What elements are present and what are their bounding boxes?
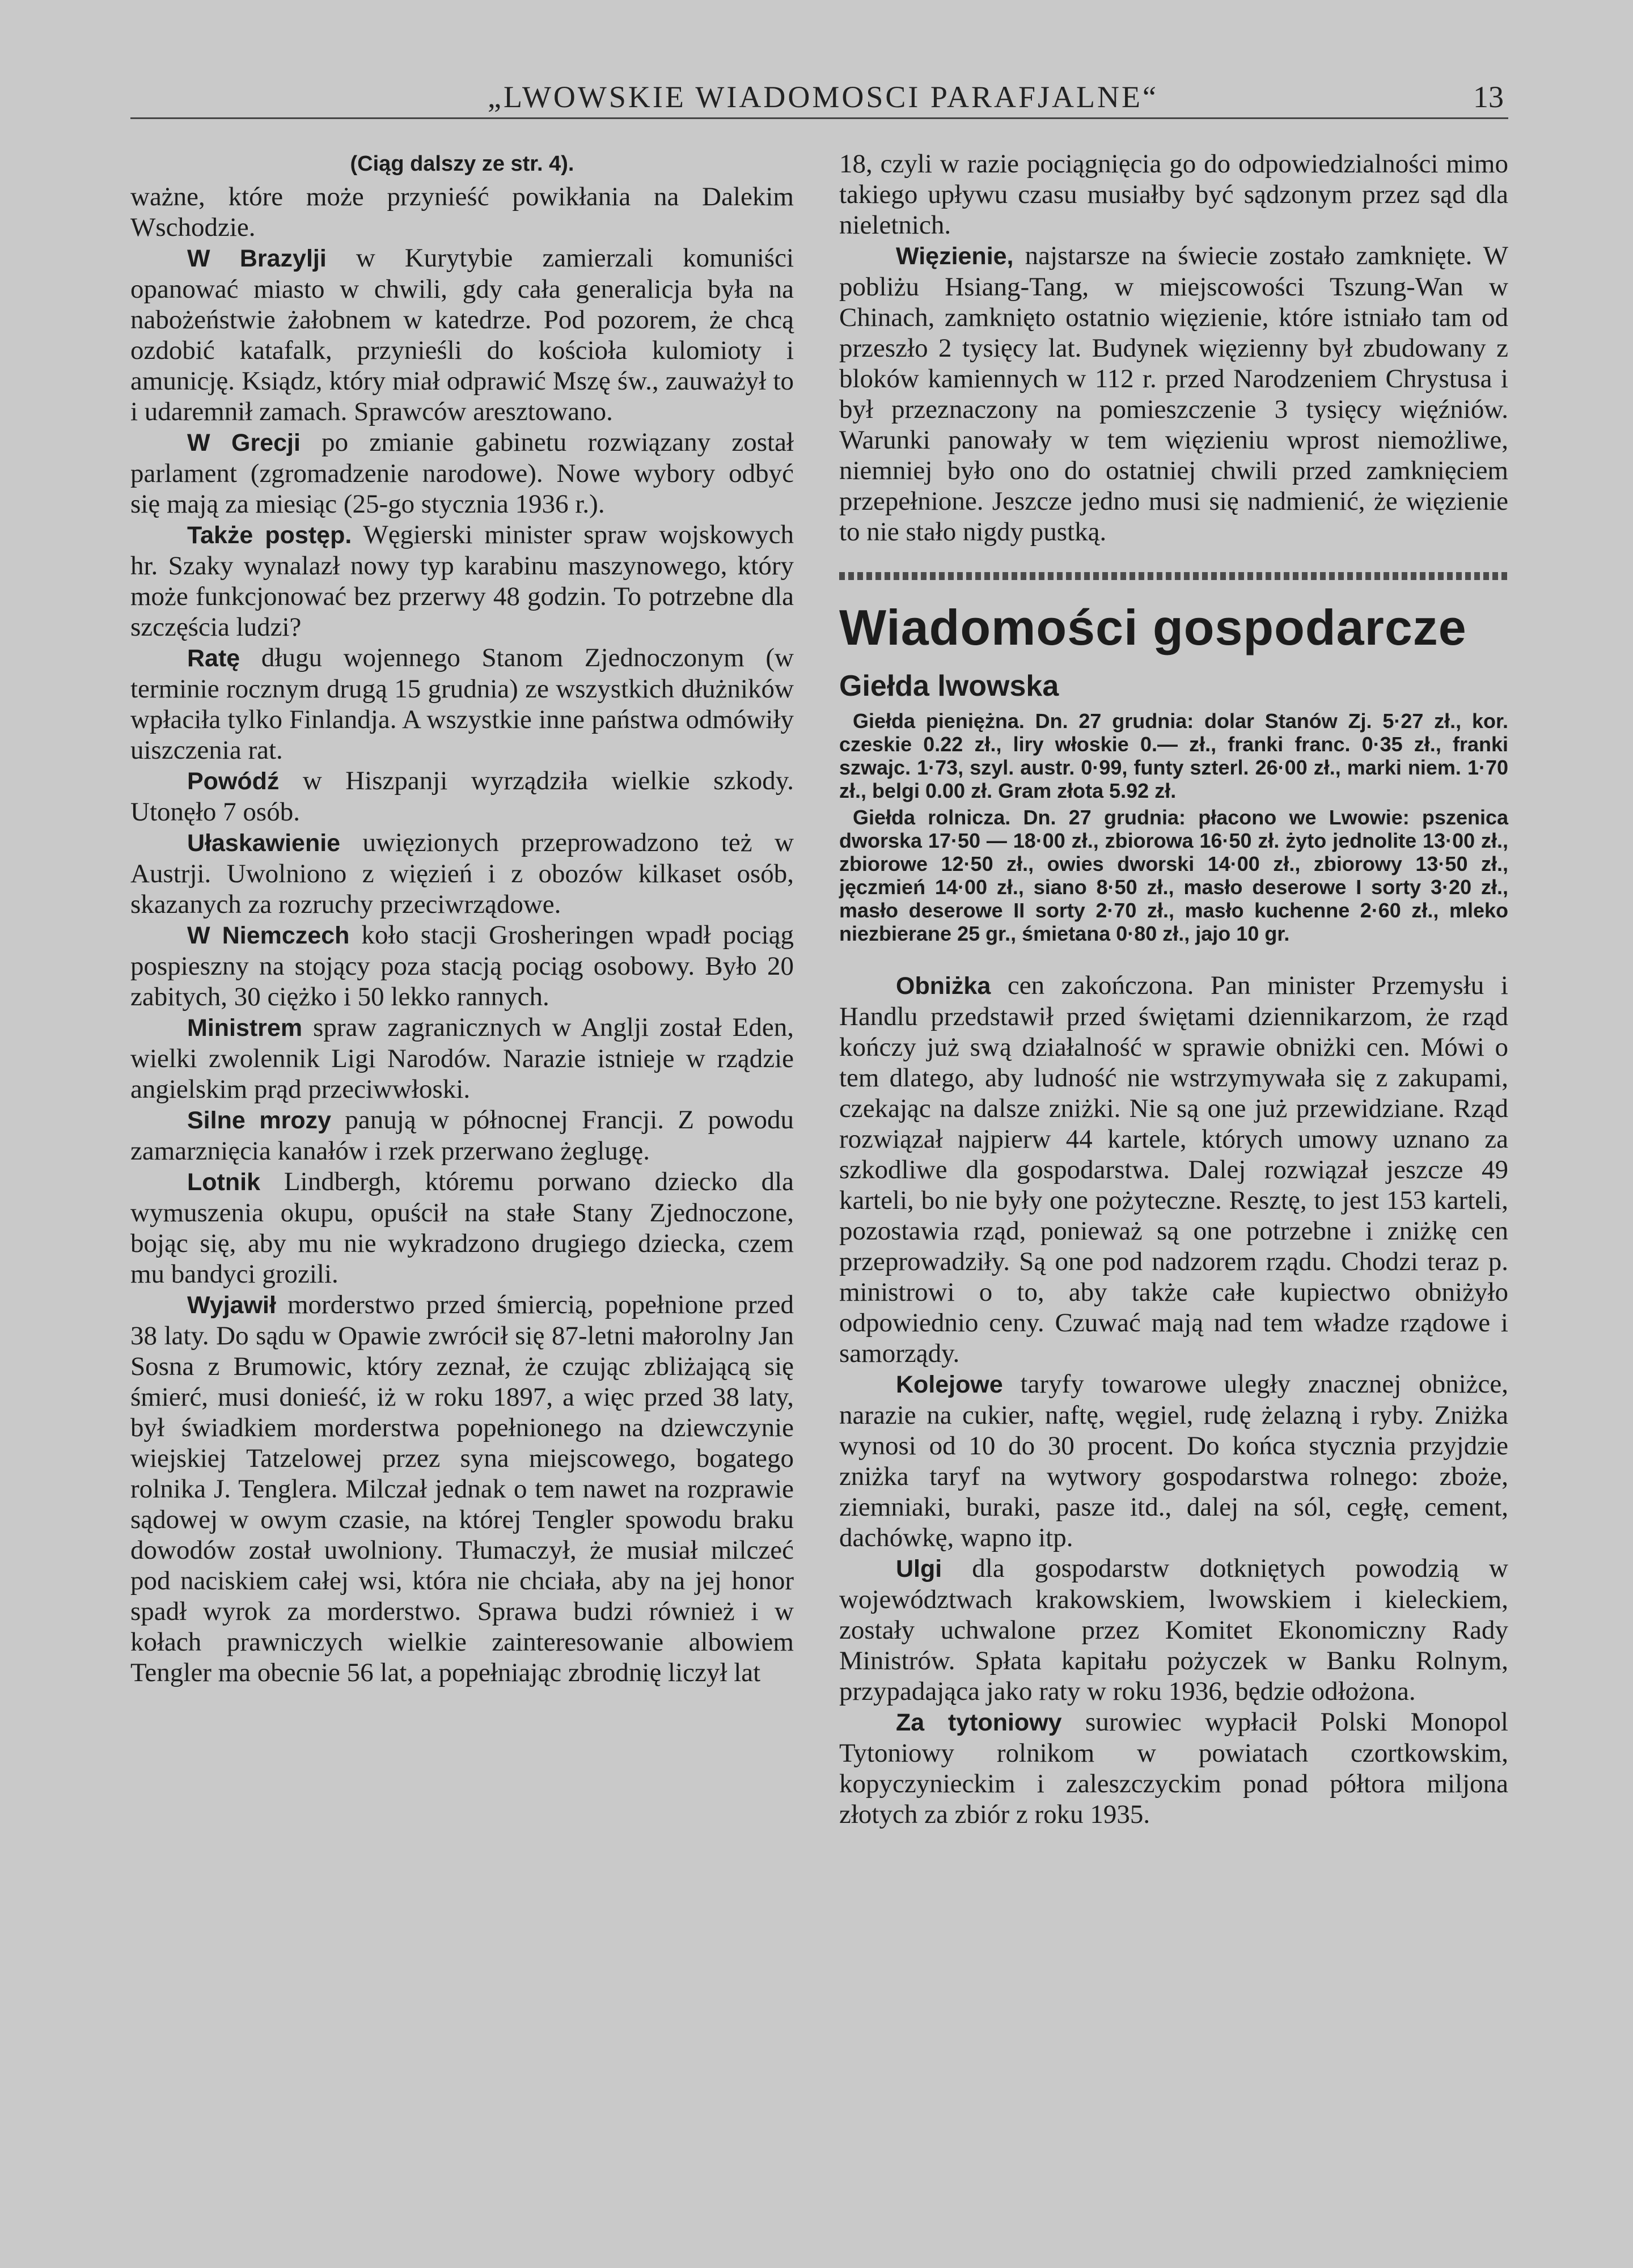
news-item — [130, 1166, 794, 1289]
news-text: w Kurytybie zamierzali komuniści opanować miasto w chwili, gdy cała generalicja była na nabożeństwie żałobnem w katedrze. Pod pozorem, że chcą ozdobić katafalk, przynieśli do kościoła kulomioty i amunicję. Ksiądz, który miał odprawić Mszę św., zauważył to i udaremnił zamach. Sprawców aresztowano. — [130, 243, 794, 426]
news-keyword: Także postęp. — [187, 522, 352, 549]
news-item — [130, 1105, 794, 1166]
continuation-paragraph: 18, czyli w razie pociągnięcia go do odpowiedzialności mimo takiego upływu czasu musiałby być sądzonym przez sąd dla nieletnich. — [839, 149, 1508, 240]
news-text: spraw zagranicznych w Anglji został Eden, wielki zwolennik Ligi Narodów. Narazie istnieje w rządzie angielskim prąd przeciwwłoski. — [130, 1013, 794, 1104]
news-item — [130, 1012, 794, 1105]
news-text: cen zakończona. Pan minister Przemysłu i Handlu przedstawił przed świętami dziennikarzom, że rząd kończy już swą działalność w sprawie obniżki cen. Mówi o tem dlatego, aby ludność nie wstrzymywała się z zakupami, czekając na dalsze zniżki. Nie są one już przewidziane. Rząd rozwiązał najpierw 44 kartele, których umowy uznano za szkodliwe dla gospodarstwa. Dalej rozwiązał jeszcze 49 karteli, bo nie były one pożyteczne. Resztę, to jest 153 karteli, pozostawia rząd, ponieważ są one potrzebne i zniżkę cen przeprowadziły. Są one pod nadzorem rządu. Chodzi teraz p. ministrowi o to, aby także całe kupiectwo obniżyło odpowiednio ceny. Czuwać mają nad tem władze rządowe i samorządy. — [839, 971, 1508, 1368]
news-item — [130, 243, 794, 427]
ornament-divider — [839, 572, 1508, 580]
news-keyword: Ministrem — [187, 1014, 303, 1042]
news-keyword: Ułaskawienie — [187, 830, 341, 857]
news-item — [839, 240, 1508, 547]
news-item — [130, 1289, 794, 1688]
news-text: dla gospodarstw dotkniętych powodzią w województwach krakowskiem, lwowskiem i kieleckiem, zostały uchwalone przez Komitet Ekonomiczny Rady Ministrów. Spłata kapitału pożyczek w Banku Rolnym, przypadająca jako raty w roku 1936, będzie odłożona. — [839, 1554, 1508, 1706]
page-number: 13 — [1473, 80, 1504, 114]
header-rule — [130, 117, 1508, 119]
news-keyword: Ratę — [187, 645, 240, 672]
news-keyword: Za tytoniowy — [896, 1709, 1062, 1736]
news-text: uwięzionych przeprowadzono też w Austrji. Uwolniono z więzień i z obozów kilkaset osób, skazanych za rozruchy przeciwrządowe. — [130, 828, 794, 919]
running-head: „LWOWSKIE WIADOMOSCI PARAFJALNE“ — [488, 80, 1158, 114]
news-text: Węgierski minister spraw wojskowych hr. Szaky wynalazł nowy typ karabinu maszynowego, który może funkcjonować bez przerwy 48 godzin. To potrzebne dla szczęścia ludzi? — [130, 520, 794, 642]
news-item — [130, 427, 794, 519]
right-column — [839, 149, 1508, 1830]
continued-note: (Ciąg dalszy ze str. 4). — [350, 152, 574, 176]
news-text: w Hiszpanji wyrządziła wielkie szkody. Utonęło 7 osób. — [130, 766, 794, 827]
news-text: Lindbergh, któremu porwano dziecko dla wymuszenia okupu, opuścił na stałe Stany Zjednoczone, bojąc się, aby mu nie wykradzono drugiego dziecka, czem mu bandyci grozili. — [130, 1167, 794, 1289]
news-item — [130, 827, 794, 920]
news-keyword: Silne mrozy — [187, 1107, 331, 1134]
news-keyword: Wyjawił — [187, 1292, 276, 1319]
news-text: panują w północnej Francji. Z powodu zamarznięcia kanałów i rzek przerwano żeglugę. — [130, 1105, 794, 1166]
subsection-title: Giełda lwowska — [839, 670, 1059, 703]
opening-paragraph: ważne, które może przynieść powikłania na Dalekim Wschodzie. — [130, 182, 794, 242]
news-item — [130, 920, 794, 1012]
news-item — [839, 1553, 1508, 1707]
news-item — [130, 765, 794, 827]
left-column — [130, 149, 794, 1688]
news-text: po zmianie gabinetu rozwiązany został parlament (zgromadzenie narodowe). Nowe wybory odbyć się mają za miesiąc (25-go stycznia 1936 r.). — [130, 428, 794, 519]
news-keyword: Obniżka — [896, 972, 991, 1000]
section-title: Wiadomości gospodarcze — [839, 599, 1467, 655]
news-text: długu wojennego Stanom Zjednoczonym (w terminie rocznym drugą 15 grudnia) ze wszystkich dłużników wpłaciła tylko Finlandja. A wszystkie inne państwa odmówiły uiszczenia rat. — [130, 643, 794, 765]
news-text: surowiec wypłacił Polski Monopol Tytoniowy rolnikom w powiatach czortkowskim, kopyczynieckim i zaleszczyckim ponad półtora miljona złotych za zbiór z roku 1935. — [839, 1707, 1508, 1829]
news-text: taryfy towarowe uległy znacznej obniżce, narazie na cukier, naftę, węgiel, rudę żelazną i ryby. Zniżka wynosi od 10 do 30 procent. Do końca stycznia przyjdzie zniżka taryf na wytwory gospodarstwa rolnego: zboże, ziemniaki, buraki, pasze itd., dalej na sól, cegłę, cement, dachówkę, wapno itp. — [839, 1369, 1508, 1552]
news-keyword: Powódź — [187, 768, 280, 795]
news-keyword: Więzienie, — [896, 243, 1014, 270]
news-keyword: W Grecji — [187, 429, 301, 456]
news-item — [839, 1369, 1508, 1553]
news-keyword: Lotnik — [187, 1169, 260, 1196]
news-item — [130, 519, 794, 642]
news-text: koło stacji Grosheringen wpadł pociąg pospieszny na stojący poza stacją pociąg osobowy. Było 20 zabitych, 30 ciężko i 50 lekko rannych. — [130, 920, 794, 1012]
news-keyword: W Niemczech — [187, 922, 350, 949]
news-text: najstarsze na świecie zostało zamknięte. W pobliżu Hsiang-Tang, w miejscowości Tszung-Wan w Chinach, zamknięto ostatnio więzienie, które istniało tam od przeszło 2 tysięcy lat. Budynek więzienny był zbudowany z bloków kamiennych w 112 r. przed Narodzeniem Chrystusa i był przeznaczony na pomieszczenie 3 tysięcy więźniów. Warunki panowały w tem więzieniu wprost niemożliwe, niemniej było ono do ostatniej chwili przed zamknięciem przepełnione. Jeszcze jedno musi się nadmienić, że więzienie to nie stało nigdy pustką. — [839, 241, 1508, 547]
news-keyword: Ulgi — [896, 1555, 942, 1582]
market-reports — [839, 709, 1508, 945]
market-money: Giełda pieniężna. Dn. 27 grudnia: dolar Stanów Zj. 5·27 zł., kor. czeskie 0.22 zł., liry włoskie 0.— zł., franki franc. 0·35 zł., franki szwajc. 1·73, szyl. austr. 0·99, funty szterl. 26·00 zł., marki niem. 1·70 zł., belgi 0.00 zł. Gram złota 5.92 zł. — [839, 709, 1508, 802]
market-grain: Giełda rolnicza. Dn. 27 grudnia: płacono we Lwowie: pszenica dworska 17·50 — 18·00 zł., zbiorowa 16·50 zł. żyto jednolite 13·00 zł., zbiorowe 12·50 zł., owies dworski 14·00 zł., zbiorowy 13·50 zł., jęczmień 14·00 zł., siano 8·50 zł., masło deserowe I sorty 3·20 zł., masło deserowe II sorty 2·70 zł., masło kuchenne 2·60 zł., mleko niezbierane 25 gr., śmietana 0·80 zł., jajo 10 gr. — [839, 806, 1508, 945]
news-keyword: Kolejowe — [896, 1371, 1003, 1398]
news-keyword: W Brazylji — [187, 245, 327, 272]
news-item — [130, 642, 794, 765]
news-item — [839, 1707, 1508, 1830]
news-item — [839, 970, 1508, 1369]
news-text: morderstwo przed śmiercią, popełnione przed 38 laty. Do sądu w Opawie zwrócił się 87-letni małorolny Jan Sosna z Brumowic, który zeznał, że czując zbliżającą się śmierć, musi donieść, iż w roku 1897, a więc przed 38 laty, był świadkiem morderstwa popełnionego na dziewczynie wiejskiej Tatzelowej przez syna miejscowego, bogatego rolnika J. Tenglera. Milczał jednak o tem nawet na rozprawie sądowej w owym czasie, na której Tengler spowodu braku dowodów został uwolniony. Tłumaczył, że musiał milczeć pod naciskiem całej wsi, która nie chciała, aby na jej honor spadł wyrok za morderstwo. Sprawa budzi również i w kołach prawniczych wielkie zainteresowanie albowiem Tengler ma obecnie 56 lat, a popełniając zbrodnię liczył lat — [130, 1290, 794, 1687]
